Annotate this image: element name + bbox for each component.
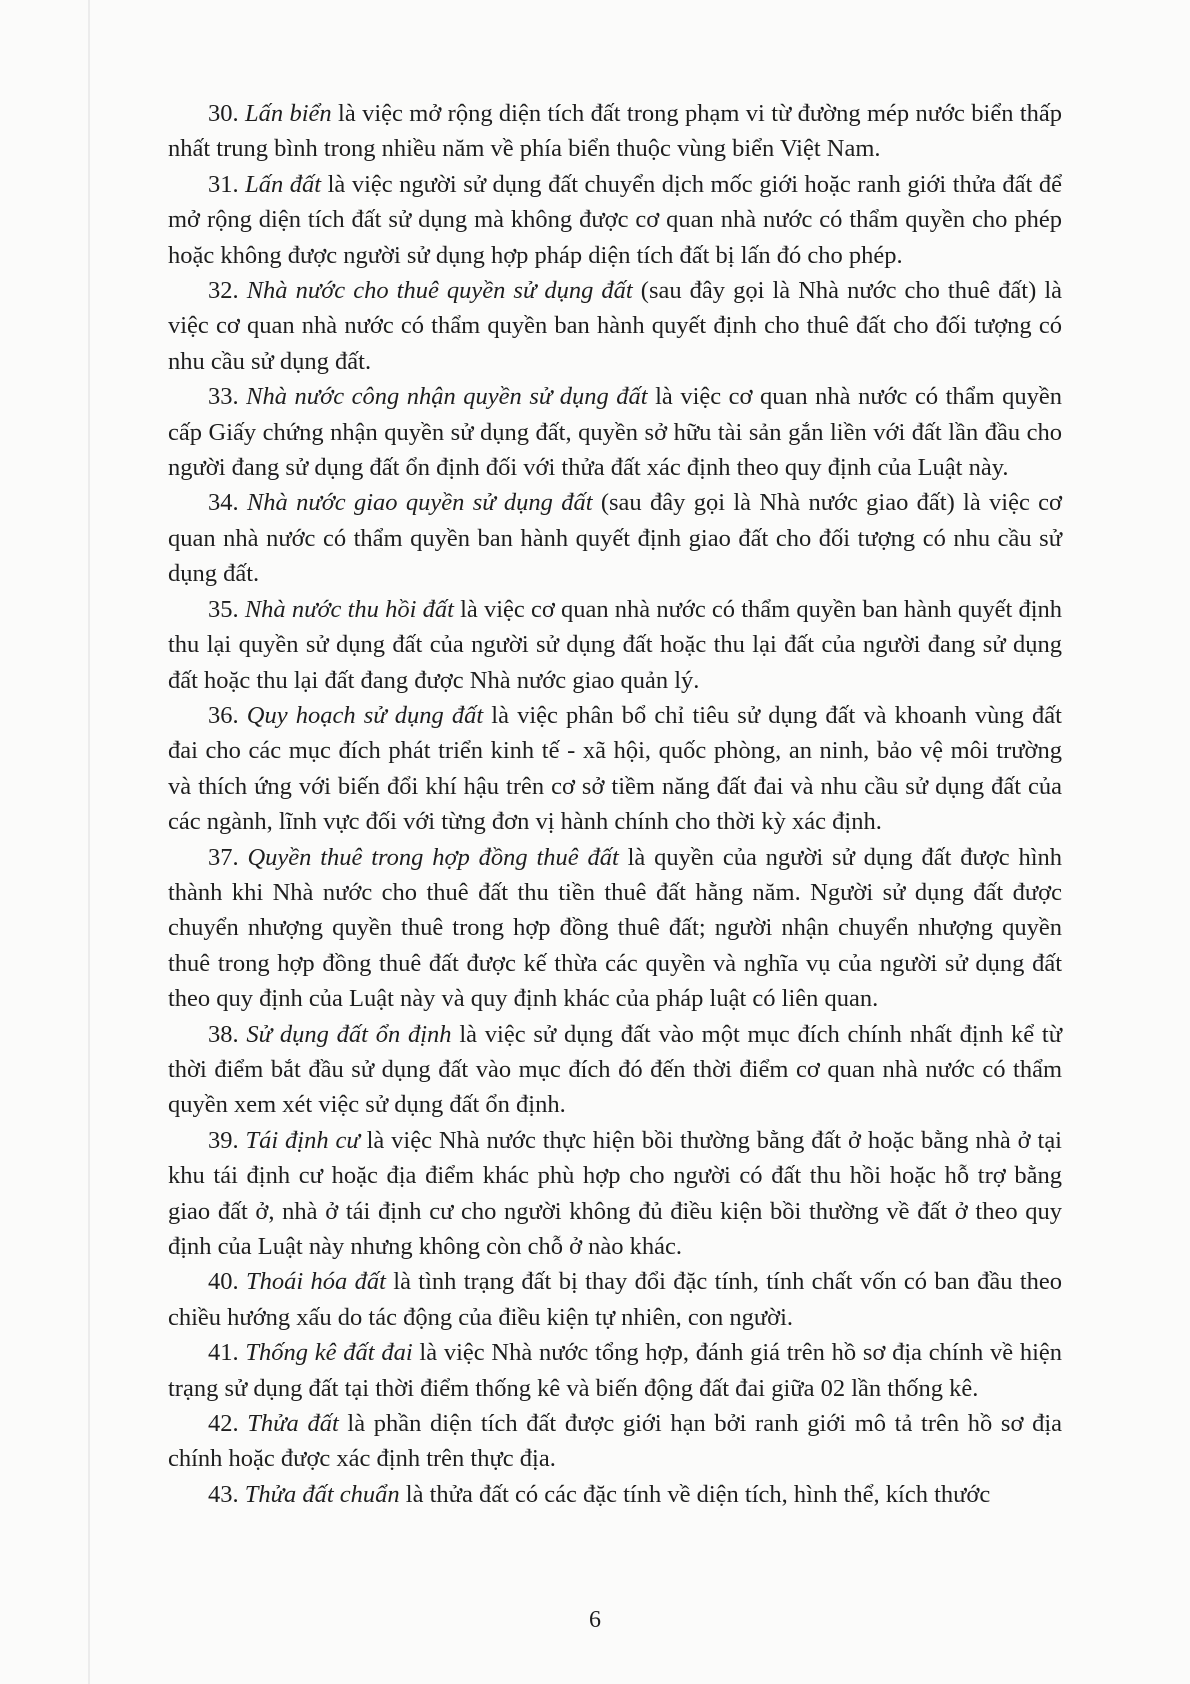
- defined-term: Tái định cư: [245, 1126, 360, 1154]
- definition-text: là việc Nhà nước tổng hợp, đánh giá trên hồ sơ địa chính về hiện trạng sử dụng đất tại thời điểm thống kê và biến động đất đai giữa 02 lần thống kê.: [168, 1339, 1063, 1402]
- definition-text: là việc cơ quan nhà nước có thẩm quyền ban hành quyết định thu lại quyền sử dụng đất của người sử dụng đất hoặc thu lại đất của người đang sử dụng đất hoặc thu lại đất đang được Nhà nước giao quản lý.: [168, 595, 1063, 694]
- paragraph-number: 42.: [208, 1410, 239, 1438]
- paragraph-34: [168, 485, 1062, 591]
- defined-term: Thoái hóa đất: [245, 1268, 386, 1296]
- definition-text: là quyền của người sử dụng đất được hình thành khi Nhà nước cho thuê đất thu tiền thuê đất hằng năm. Người sử dụng đất được chuyển nhượng quyền thuê trong hợp đồng thuê đất; người nhận chuyển nhượng quyền thuê trong hợp đồng thuê đất được kế thừa các quyền và nghĩa vụ của người sử dụng đất theo quy định của Luật này và quy định khác của pháp luật có liên quan.: [168, 843, 1062, 1013]
- paragraph-43: [168, 1477, 1062, 1512]
- paragraph-number: 31.: [208, 170, 239, 198]
- paragraph-number: 38.: [208, 1020, 239, 1048]
- paragraph-42: [168, 1406, 1062, 1477]
- paragraph-number: 36.: [208, 701, 239, 729]
- definition-text: là phần diện tích đất được giới hạn bởi ranh giới mô tả trên hồ sơ địa chính hoặc được xác định trên thực địa.: [168, 1410, 1063, 1473]
- paragraph-number: 30.: [208, 100, 239, 127]
- paragraph-number: 32.: [208, 277, 239, 305]
- paragraph-39: [168, 1123, 1062, 1265]
- defined-term: Thửa đất: [247, 1410, 339, 1438]
- definition-text: là thửa đất có các đặc tính về diện tích, hình thể, kích thước: [399, 1480, 991, 1508]
- paragraph-number: 43.: [208, 1480, 239, 1508]
- paragraph-number: 34.: [208, 489, 239, 517]
- definition-text: là việc Nhà nước thực hiện bồi thường bằng đất ở hoặc bằng nhà ở tại khu tái định cư hoặc địa điểm khác phù hợp cho người có đất thu hồi hoặc hỗ trợ bằng giao đất ở, nhà ở tái định cư cho người không đủ điều kiện bồi thường về đất ở theo quy định của Luật này nhưng không còn chỗ ở nào khác.: [168, 1126, 1062, 1260]
- paragraph-number: 33.: [208, 383, 239, 411]
- definition-text: là việc mở rộng diện tích đất trong phạm vi từ đường mép nước biển thấp nhất trung bình trong nhiều năm về phía biển thuộc vùng biển Việt Nam.: [168, 100, 1063, 163]
- paragraph-number: 35.: [208, 595, 239, 623]
- definition-text: là việc sử dụng đất vào một mục đích chính nhất định kể từ thời điểm bắt đầu sử dụng đất vào mục đích đó đến thời điểm cơ quan nhà nước có thẩm quyền xem xét việc sử dụng đất ổn định.: [168, 1020, 1063, 1119]
- defined-term: Thửa đất chuẩn: [244, 1480, 400, 1508]
- definition-text: là tình trạng đất bị thay đổi đặc tính, tính chất vốn có ban đầu theo chiều hướng xấu do tác động của điều kiện tự nhiên, con người.: [168, 1268, 1063, 1331]
- paragraph-33: [168, 379, 1062, 485]
- paragraph-38: [168, 1017, 1062, 1123]
- paragraph-41: [168, 1335, 1062, 1406]
- paragraph-37: [168, 840, 1062, 1017]
- definition-text: (sau đây gọi là Nhà nước giao đất) là việc cơ quan nhà nước có thẩm quyền ban hành quyết định giao đất cho đối tượng có nhu cầu sử dụng đất.: [168, 489, 1063, 588]
- paragraph-36: [168, 698, 1062, 840]
- definition-text: (sau đây gọi là Nhà nước cho thuê đất) là việc cơ quan nhà nước có thẩm quyền ban hành quyết định cho thuê đất cho đối tượng có nhu cầu sử dụng đất.: [168, 277, 1062, 375]
- paragraph-32: [168, 273, 1062, 379]
- paragraph-35: [168, 592, 1062, 698]
- paragraph-31: [168, 167, 1062, 273]
- paragraph-number: 39.: [208, 1126, 239, 1154]
- paragraph-number: 37.: [208, 843, 239, 871]
- defined-term: Quyền thuê trong hợp đồng thuê đất: [247, 843, 619, 871]
- page-left-edge: [88, 0, 90, 1684]
- defined-term: Lấn đất: [245, 170, 322, 198]
- definition-text: là việc người sử dụng đất chuyển dịch mốc giới hoặc ranh giới thửa đất để mở rộng diện tích đất sử dụng mà không được cơ quan nhà nước có thẩm quyền cho phép hoặc không được người sử dụng hợp pháp diện tích đất bị lấn đó cho phép.: [168, 170, 1062, 269]
- paragraph-40: [168, 1264, 1062, 1335]
- defined-term: Nhà nước cho thuê quyền sử dụng đất: [246, 277, 633, 305]
- defined-term: Lấn biển: [245, 100, 332, 127]
- paragraph-number: 40.: [208, 1268, 239, 1296]
- page-number: 6: [589, 1607, 601, 1633]
- defined-term: Thống kê đất đai: [245, 1339, 413, 1367]
- defined-term: Nhà nước giao quyền sử dụng đất: [246, 489, 593, 517]
- defined-term: Quy hoạch sử dụng đất: [246, 701, 484, 729]
- document-body: [168, 96, 1062, 1512]
- defined-term: Nhà nước thu hồi đất: [244, 595, 454, 623]
- paragraph-number: 41.: [208, 1339, 239, 1367]
- defined-term: Nhà nước công nhận quyền sử dụng đất: [246, 383, 648, 411]
- definition-text: là việc phân bổ chỉ tiêu sử dụng đất và khoanh vùng đất đai cho các mục đích phát triển kinh tế - xã hội, quốc phòng, an ninh, bảo vệ môi trường và thích ứng với biến đổi khí hậu trên cơ sở tiềm năng đất đai và nhu cầu sử dụng đất của các ngành, lĩnh vực đối với từng đơn vị hành chính cho thời kỳ xác định.: [168, 701, 1062, 836]
- definition-text: là việc cơ quan nhà nước có thẩm quyền cấp Giấy chứng nhận quyền sử dụng đất, quyền sở hữu tài sản gắn liền với đất lần đầu cho người đang sử dụng đất ổn định đối với thửa đất xác định theo quy định của Luật này.: [168, 383, 1063, 482]
- paragraph-30: [168, 96, 1062, 167]
- defined-term: Sử dụng đất ổn định: [246, 1020, 452, 1048]
